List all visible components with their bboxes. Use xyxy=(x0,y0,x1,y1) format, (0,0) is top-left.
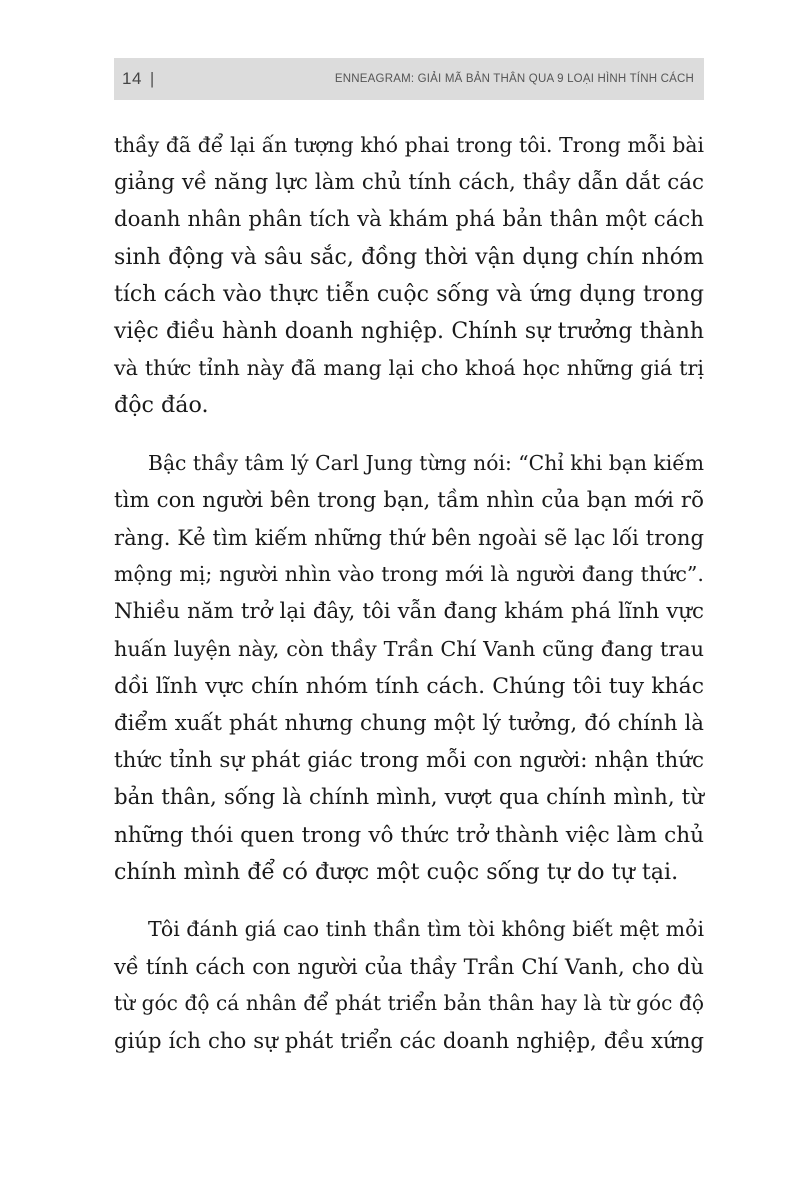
text-line: thức tỉnh sự phát giác trong mỗi con người: nhận thức xyxy=(114,748,704,774)
text-line: ràng. Kẻ tìm kiếm những thứ bên ngoài sẽ lạc lối trong xyxy=(114,525,704,551)
page-number: 14 | xyxy=(122,69,155,88)
text-line: tích cách vào thực tiễn cuộc sống và ứng dụng trong xyxy=(114,281,704,307)
text-line: huấn luyện này, còn thầy Trần Chí Vanh cũng đang trau xyxy=(114,636,704,661)
text-line: Nhiều năm trở lại đây, tôi vẫn đang khám phá lĩnh vực xyxy=(114,599,704,625)
text-line: bản thân, sống là chính mình, vượt qua chính mình, từ xyxy=(114,785,704,811)
text-line: những thói quen trong vô thức trở thành việc làm chủ xyxy=(114,822,704,848)
text-line: điểm xuất phát nhưng chung một lý tưởng, đó chính là xyxy=(114,711,704,737)
text-line: tìm con người bên trong bạn, tầm nhìn của bạn mới rõ xyxy=(114,487,704,513)
text-line: độc đáo. xyxy=(114,392,209,419)
paragraph-2 xyxy=(114,445,704,891)
text-line: dồi lĩnh vực chín nhóm tính cách. Chúng tôi tuy khác xyxy=(114,673,704,699)
text-line: giảng về năng lực làm chủ tính cách, thầy dẫn dắt các xyxy=(114,170,704,196)
text-line: Bậc thầy tâm lý Carl Jung từng nói: “Chỉ khi bạn kiếm xyxy=(148,450,704,475)
paragraph-3 xyxy=(114,911,704,1060)
text-line: việc điều hành doanh nghiệp. Chính sự trưởng thành xyxy=(114,319,704,345)
text-line: về tính cách con người của thầy Trần Chí Vanh, cho dù xyxy=(114,954,704,980)
text-line: thầy đã để lại ấn tượng khó phai trong tôi. Trong mỗi bài xyxy=(114,133,704,157)
running-header xyxy=(114,58,704,100)
text-line: chính mình để có được một cuộc sống tự do tự tại. xyxy=(114,858,679,885)
text-line: sinh động và sâu sắc, đồng thời vận dụng chín nhóm xyxy=(114,244,704,270)
body-text xyxy=(114,127,704,1060)
text-line: doanh nhân phân tích và khám phá bản thân một cách xyxy=(114,207,704,233)
book-title: ENNEAGRAM: GIẢI MÃ BẢN THÂN QUA 9 LOẠI HÌNH TÍNH CÁCH xyxy=(334,73,694,85)
text-line: mộng mị; người nhìn vào trong mới là người đang thức”. xyxy=(114,562,704,587)
paragraph-1 xyxy=(114,127,704,425)
text-line: giúp ích cho sự phát triển các doanh nghiệp, đều xứng xyxy=(114,1028,704,1054)
text-line: và thức tỉnh này đã mang lại cho khoá học những giá trị xyxy=(114,356,704,381)
text-line: Tôi đánh giá cao tinh thần tìm tòi không biết mệt mỏi xyxy=(148,917,704,942)
text-line: từ góc độ cá nhân để phát triển bản thân hay là từ góc độ xyxy=(114,991,704,1016)
